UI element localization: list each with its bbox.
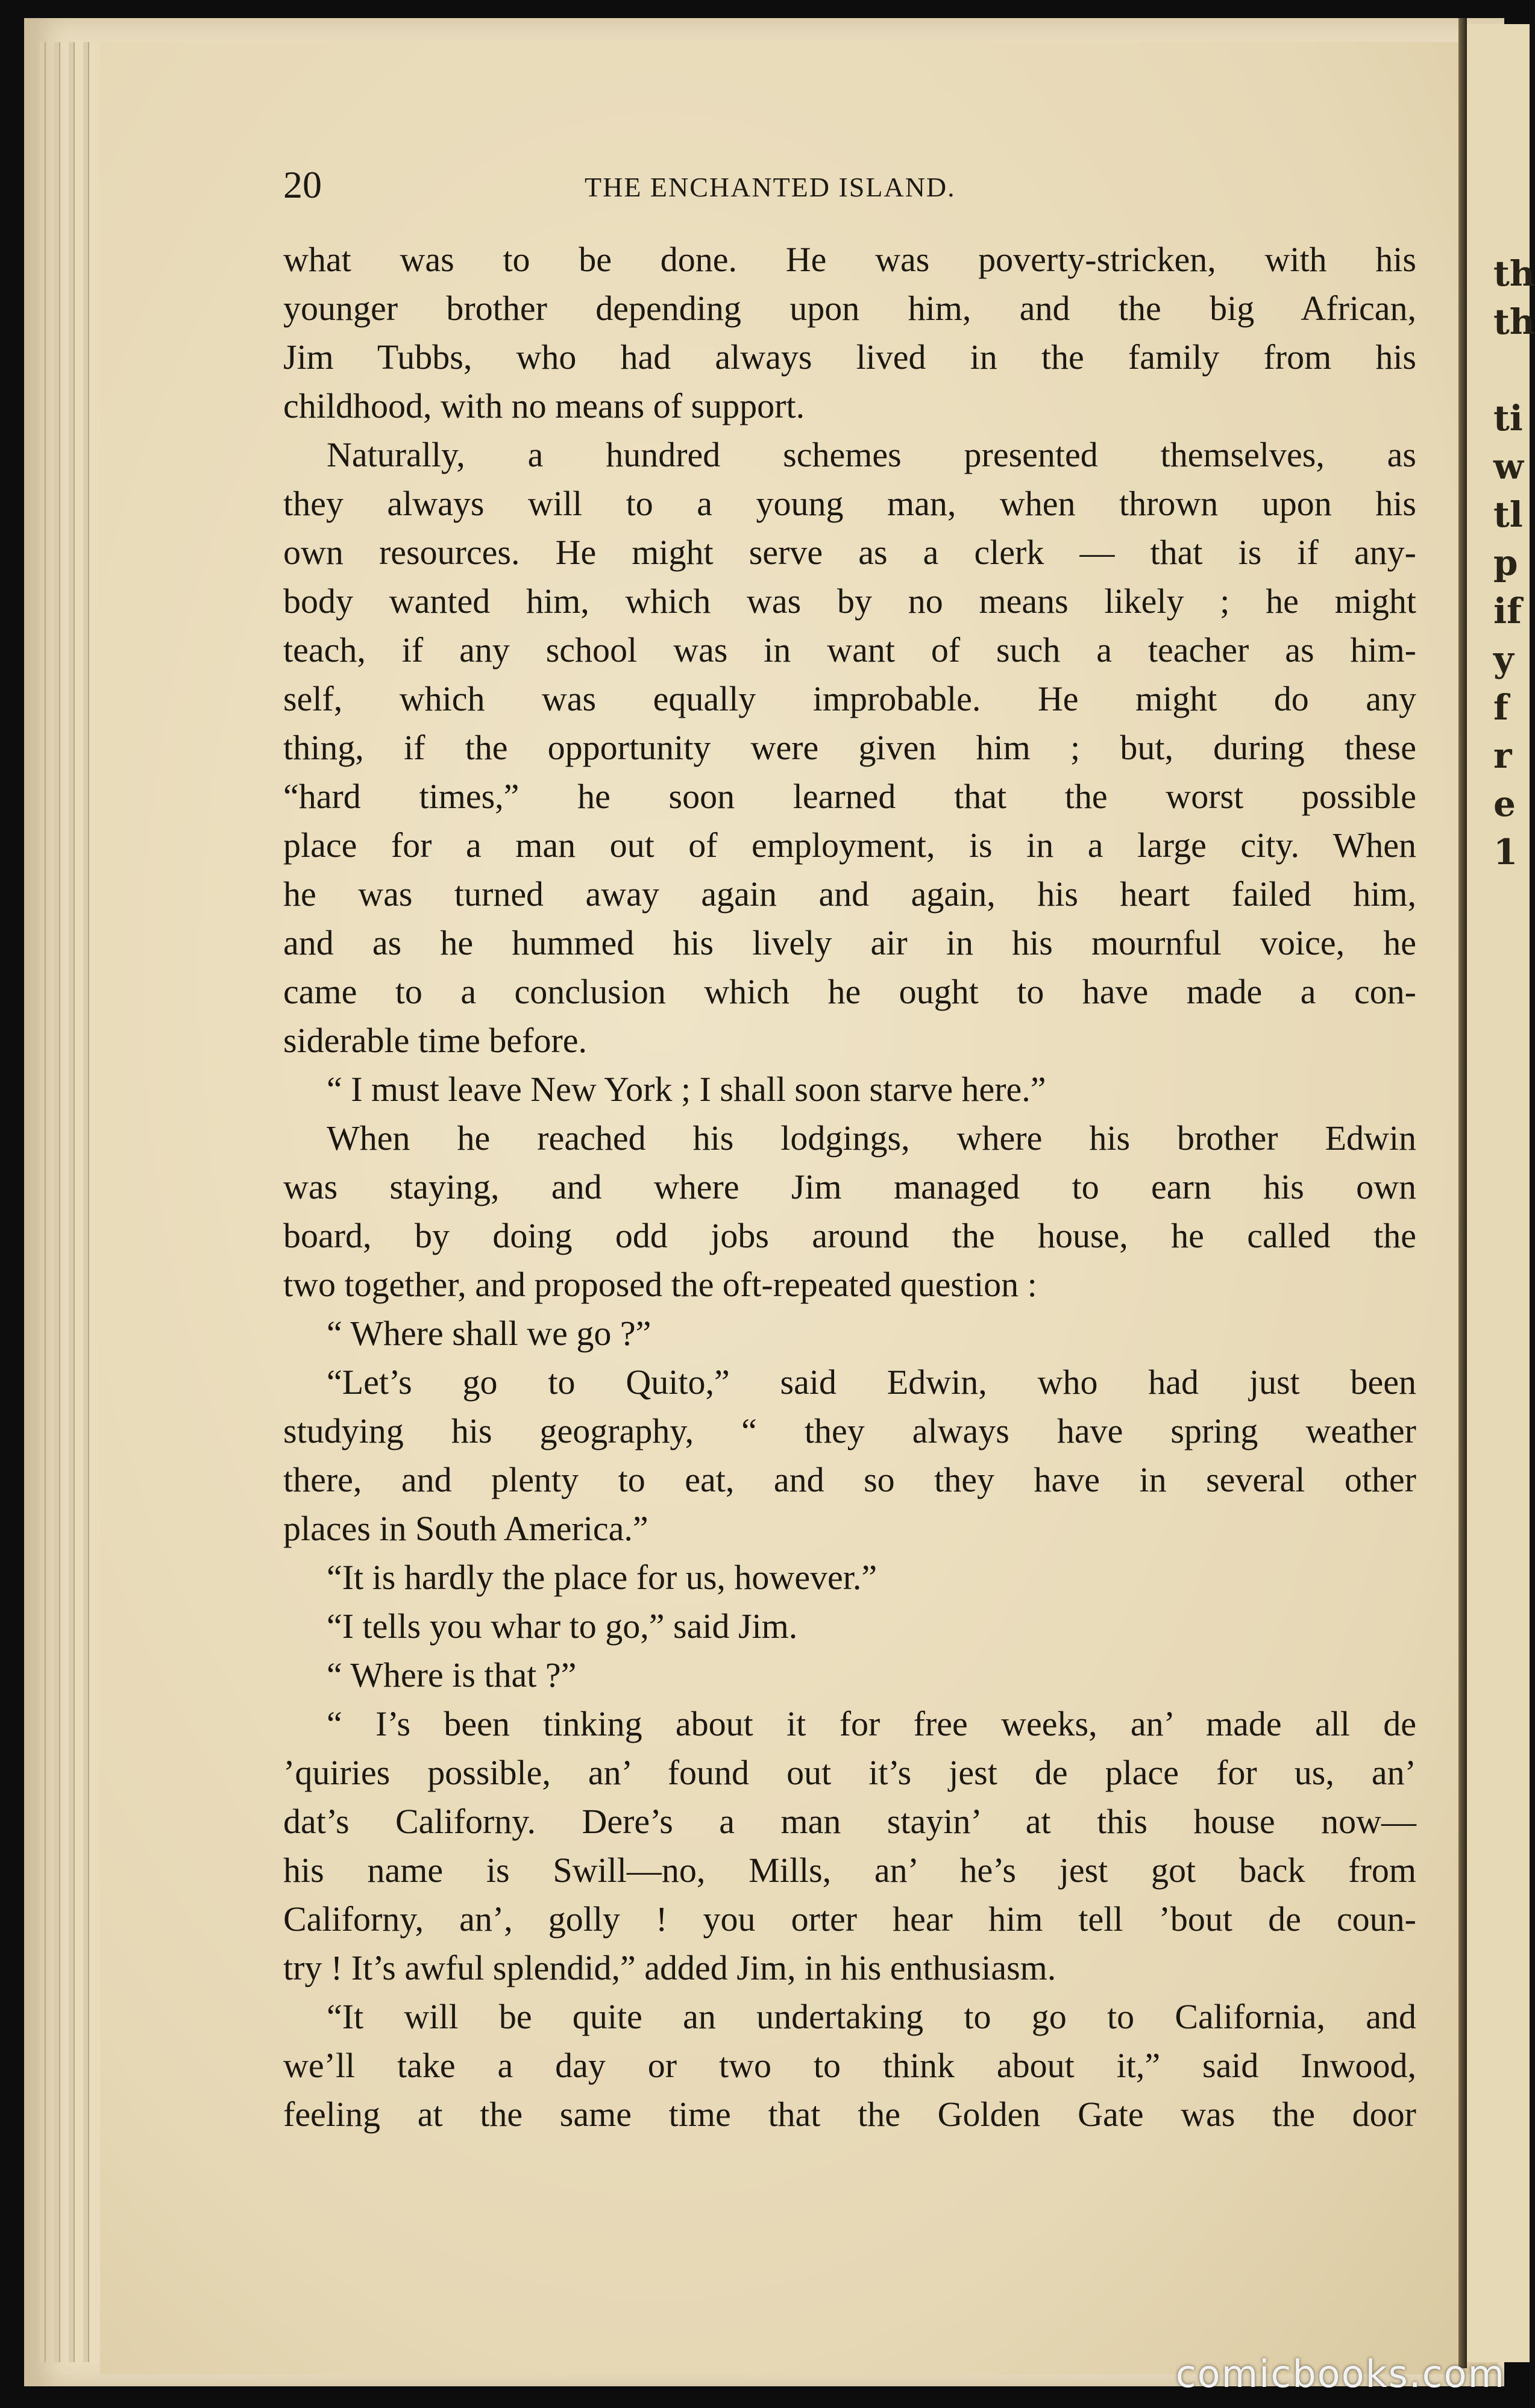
text-line: dat’s Californy. Dere’s a man stayin’ at this house now— bbox=[283, 1802, 1416, 1841]
text-line: own resources. He might serve as a clerk — that is if any- bbox=[283, 533, 1416, 572]
body-text bbox=[283, 235, 1416, 2139]
text-line: what was to be done. He was poverty-stricken, with his bbox=[283, 240, 1416, 279]
facing-page-edge bbox=[1467, 24, 1535, 2362]
page-edge bbox=[40, 42, 46, 2362]
facing-page-fragment: r bbox=[1493, 735, 1512, 776]
text-line: “It is hardly the place for us, however.” bbox=[327, 1558, 877, 1597]
text-line: Jim Tubbs, who had always lived in the family from his bbox=[283, 337, 1416, 377]
text-line: siderable time before. bbox=[283, 1021, 588, 1060]
text-line: place for a man out of employment, is in a large city. When bbox=[283, 826, 1416, 865]
text-line: he was turned away again and again, his heart failed him, bbox=[283, 874, 1416, 914]
text-line: “hard times,” he soon learned that the worst possible bbox=[283, 777, 1416, 816]
text-line: younger brother depending upon him, and the big African, bbox=[283, 289, 1416, 328]
facing-page-fragment: tl bbox=[1493, 494, 1523, 535]
text-line: “I tells you whar to go,” said Jim. bbox=[327, 1607, 798, 1646]
page-edge bbox=[54, 42, 60, 2362]
text-line: places in South America.” bbox=[283, 1509, 648, 1548]
text-line: his name is Swill—no, Mills, an’ he’s jest got back from bbox=[283, 1851, 1416, 1890]
text-line: two together, and proposed the oft-repeated question : bbox=[283, 1265, 1037, 1304]
text-line: try ! It’s awful splendid,” added Jim, in his enthusiasm. bbox=[283, 1948, 1056, 1987]
text-line: teach, if any school was in want of such a teacher as him- bbox=[283, 630, 1416, 669]
running-head: THE ENCHANTED ISLAND. bbox=[585, 172, 956, 202]
text-line: there, and plenty to eat, and so they have in several other bbox=[283, 1460, 1416, 1499]
facing-page-fragment: e bbox=[1493, 783, 1516, 824]
page-number: 20 bbox=[283, 163, 322, 206]
text-line: ’quiries possible, an’ found out it’s jest de place for us, an’ bbox=[283, 1753, 1416, 1792]
facing-page-fragment: if bbox=[1493, 591, 1522, 632]
text-line: When he reached his lodgings, where his brother Edwin bbox=[327, 1118, 1416, 1158]
page-edge bbox=[69, 42, 75, 2362]
text-line: “ I’s been tinking about it for free weeks, an’ made all de bbox=[327, 1704, 1416, 1743]
facing-page-fragment: f bbox=[1493, 687, 1508, 728]
text-line: studying his geography, “ they always have spring weather bbox=[283, 1411, 1416, 1450]
text-line: body wanted him, which was by no means likely ; he might bbox=[283, 582, 1416, 621]
text-line: Naturally, a hundred schemes presented themselves, as bbox=[327, 435, 1416, 474]
facing-page-fragment: y bbox=[1493, 639, 1514, 680]
facing-page-fragment: th bbox=[1493, 253, 1535, 294]
text-line: “ Where is that ?” bbox=[327, 1655, 577, 1695]
text-line: “ I must leave New York ; I shall soon starve here.” bbox=[327, 1070, 1046, 1109]
text-line: board, by doing odd jobs around the house, he called the bbox=[283, 1216, 1416, 1255]
text-line: childhood, with no means of support. bbox=[283, 386, 805, 425]
page-header bbox=[283, 163, 1416, 217]
text-line: they always will to a young man, when thrown upon his bbox=[283, 484, 1416, 523]
text-line: self, which was equally improbable. He might do any bbox=[283, 679, 1416, 718]
facing-page-fragment: th bbox=[1493, 301, 1535, 342]
text-line: was staying, and where Jim managed to earn his own bbox=[283, 1167, 1416, 1206]
text-line: came to a conclusion which he ought to have made a con- bbox=[283, 972, 1416, 1011]
text-line: feeling at the same time that the Golden Gate was the door bbox=[283, 2095, 1416, 2134]
watermark: comicbooks.com bbox=[1175, 2352, 1505, 2396]
page-edge bbox=[83, 42, 89, 2362]
facing-page-fragment: 1 bbox=[1493, 832, 1518, 873]
text-line: “Let’s go to Quito,” said Edwin, who had just been bbox=[327, 1362, 1416, 1402]
text-line: we’ll take a day or two to think about it,” said Inwood, bbox=[283, 2046, 1416, 2085]
book-gutter bbox=[1458, 18, 1467, 2368]
text-line: “It will be quite an undertaking to go to California, and bbox=[327, 1997, 1416, 2036]
text-line: thing, if the opportunity were given him ; but, during these bbox=[283, 728, 1416, 767]
facing-page-fragment: p bbox=[1493, 542, 1518, 583]
text-line: and as he hummed his lively air in his mournful voice, he bbox=[283, 923, 1416, 962]
facing-page-fragment: ti bbox=[1493, 398, 1523, 439]
text-line: Californy, an’, golly ! you orter hear him tell ’bout de coun- bbox=[283, 1899, 1416, 1939]
facing-page-fragment: w bbox=[1493, 446, 1524, 487]
text-line: “ Where shall we go ?” bbox=[327, 1314, 651, 1353]
